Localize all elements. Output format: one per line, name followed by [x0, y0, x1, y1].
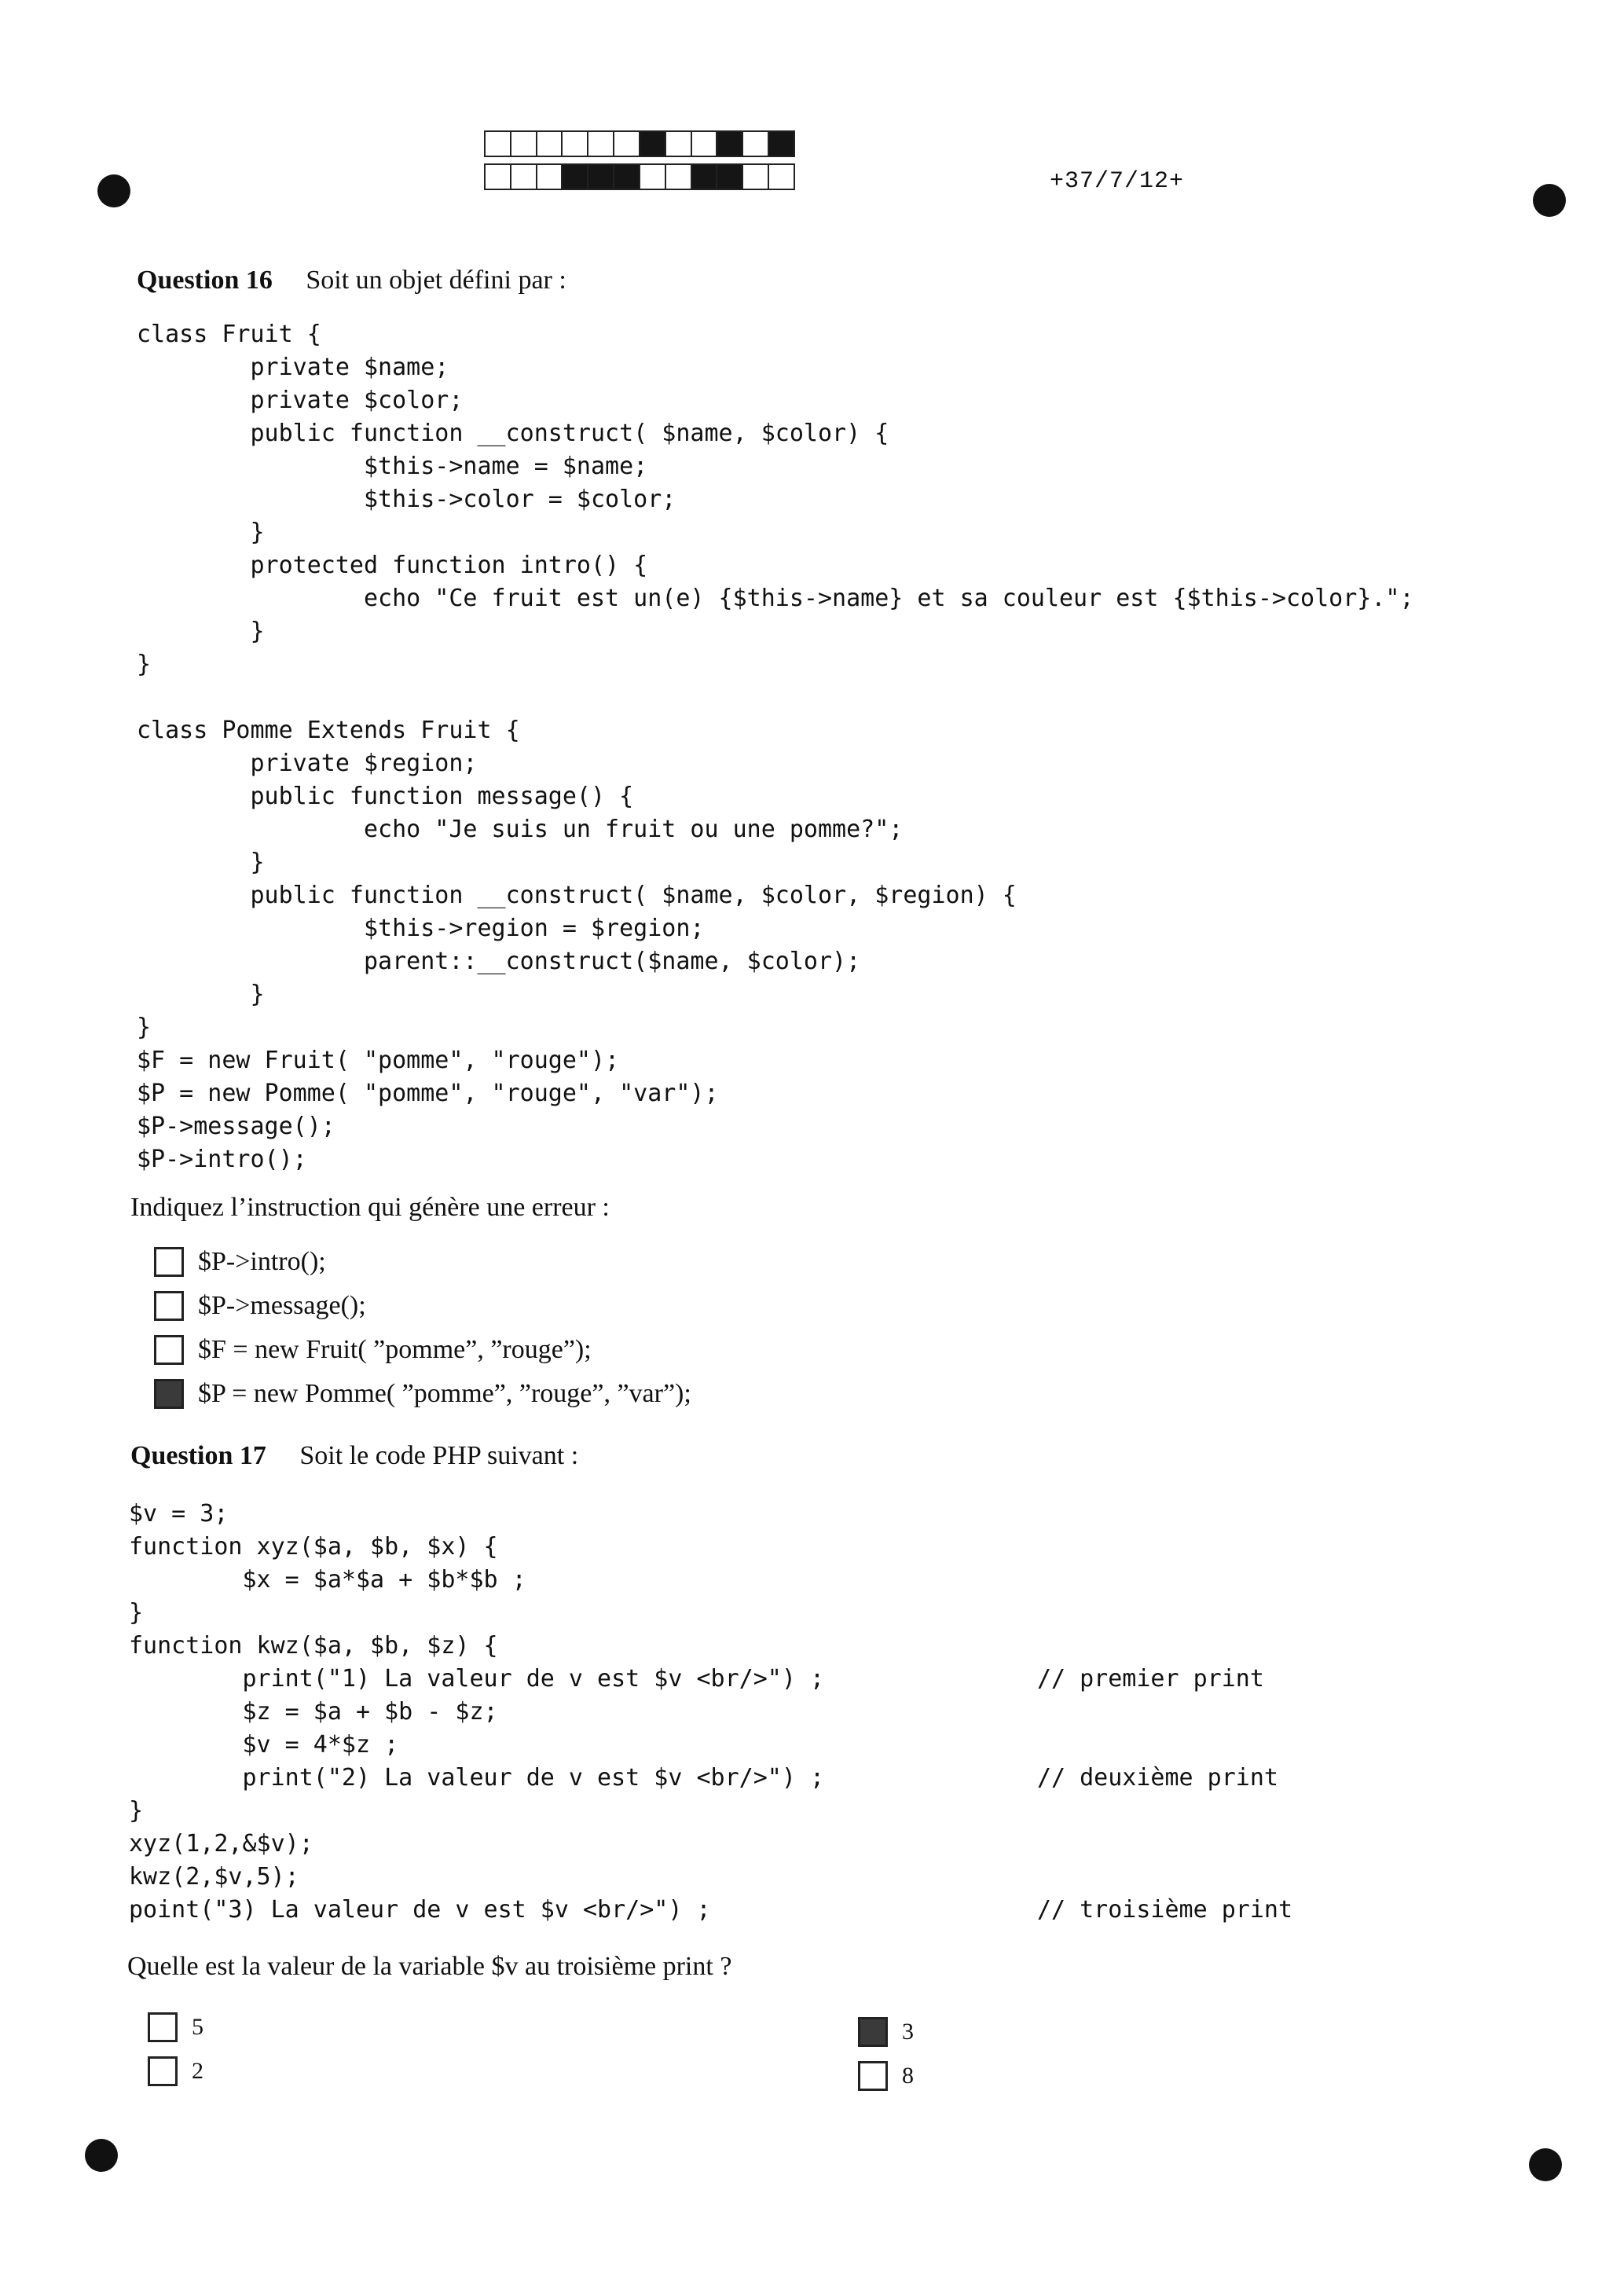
code-line: $z = $a + $b - $z; [129, 1698, 498, 1726]
checkbox[interactable] [148, 2012, 178, 2042]
question-number: Question 17 [130, 1441, 266, 1470]
code-line: public function __construct( $name, $color) { [137, 420, 889, 447]
code-line: } [137, 651, 152, 678]
code-line: echo "Ce fruit est un(e) {$this->name} et sa couleur est {$this->color}."; [137, 585, 1414, 612]
code-line: point("3) La valeur de v est $v <br/>") ; // troisième print [129, 1896, 1293, 1924]
code-line: public function __construct( $name, $color, $region) { [137, 882, 1017, 909]
code-line: $P = new Pomme( "pomme", "rouge", "var"); [137, 1080, 719, 1107]
question-intro: Soit le code PHP suivant : [299, 1441, 579, 1470]
code-line: $x = $a*$a + $b*$b ; [129, 1566, 526, 1594]
answer-option[interactable] [154, 1240, 691, 1284]
barcode-cell [486, 165, 511, 189]
answer-option[interactable] [148, 2049, 203, 2093]
barcode-cell [588, 165, 614, 189]
code-line: xyz(1,2,&$v); [129, 1830, 313, 1858]
answer-option[interactable] [154, 1328, 691, 1372]
barcode-cell [666, 165, 692, 189]
page-barcode [484, 130, 795, 190]
q17-prompt: Quelle est la valeur de la variable $v au troisième print ? [127, 1952, 732, 1981]
barcode-cell [743, 165, 769, 189]
barcode-cell [511, 132, 537, 156]
barcode-row [484, 163, 795, 190]
answer-label: 3 [902, 2019, 914, 2045]
answer-option[interactable] [858, 2054, 914, 2098]
registration-mark-top-left [97, 174, 130, 207]
code-line: $v = 4*$z ; [129, 1731, 399, 1759]
answer-option[interactable] [154, 1372, 691, 1416]
barcode-cell [563, 132, 588, 156]
checkbox[interactable] [858, 2061, 888, 2091]
barcode-cell [537, 165, 563, 189]
barcode-cell [588, 132, 614, 156]
barcode-row [484, 130, 795, 157]
barcode-cell [486, 132, 511, 156]
question-intro: Soit un objet défini par : [306, 266, 566, 295]
answer-label: $P->intro(); [198, 1247, 326, 1276]
barcode-cell [769, 165, 794, 189]
code-line: class Fruit { [137, 321, 321, 348]
code-line: function xyz($a, $b, $x) { [129, 1533, 498, 1561]
answer-option[interactable] [148, 2005, 203, 2049]
answer-label: 5 [192, 2014, 203, 2040]
q16-code-block [137, 318, 1414, 1176]
barcode-cell [537, 132, 563, 156]
code-line: } [137, 981, 265, 1008]
code-line: $v = 3; [129, 1500, 229, 1528]
answer-option[interactable] [858, 2010, 914, 2054]
answer-label: $F = new Fruit( ”pomme”, ”rouge”); [198, 1335, 592, 1364]
checkbox[interactable] [148, 2056, 178, 2086]
barcode-cell [769, 132, 794, 156]
code-line: $P->message(); [137, 1113, 335, 1140]
answer-label: 2 [192, 2058, 203, 2084]
checked-checkbox[interactable] [858, 2017, 888, 2047]
barcode-cell [614, 165, 640, 189]
code-line: print("1) La valeur de v est $v <br/>") ; // premier print [129, 1665, 1264, 1693]
answer-label: 8 [902, 2063, 914, 2089]
code-line: } [129, 1797, 144, 1825]
code-line: class Pomme Extends Fruit { [137, 717, 520, 744]
barcode-cell [743, 132, 769, 156]
code-line: print("2) La valeur de v est $v <br/>") ; // deuxième print [129, 1764, 1278, 1792]
code-line: $this->region = $region; [137, 915, 705, 942]
answer-option[interactable] [154, 1284, 691, 1328]
checkbox[interactable] [154, 1335, 184, 1365]
answer-label: $P->message(); [198, 1291, 366, 1320]
registration-mark-bottom-right [1529, 2148, 1562, 2181]
code-line: public function message() { [137, 783, 634, 810]
question-16-header [137, 266, 566, 295]
code-line: } [137, 519, 265, 546]
code-line: private $color; [137, 387, 464, 414]
code-line [137, 681, 1414, 714]
code-line: private $name; [137, 354, 449, 381]
code-line: echo "Je suis un fruit ou une pomme?"; [137, 816, 904, 843]
code-line: private $region; [137, 750, 478, 777]
barcode-cell [666, 132, 692, 156]
q17-answer-list-right [858, 2010, 914, 2098]
code-line: protected function intro() { [137, 552, 648, 579]
checkbox[interactable] [154, 1247, 184, 1277]
barcode-cell [717, 165, 743, 189]
q17-code-block [129, 1498, 1292, 1927]
answer-label: $P = new Pomme( ”pomme”, ”rouge”, ”var”); [198, 1379, 691, 1408]
question-17-header [130, 1441, 578, 1471]
q16-prompt: Indiquez l’instruction qui génère une erreur : [130, 1193, 610, 1222]
code-line: $P->intro(); [137, 1146, 307, 1173]
registration-mark-top-right [1533, 184, 1566, 217]
code-line: kwz(2,$v,5); [129, 1863, 299, 1891]
code-line: function kwz($a, $b, $z) { [129, 1632, 498, 1660]
barcode-cell [511, 165, 537, 189]
q17-answer-list-left [148, 2005, 203, 2093]
barcode-cell [640, 165, 666, 189]
barcode-cell [614, 132, 640, 156]
barcode-cell [692, 132, 718, 156]
code-line: } [137, 618, 265, 645]
code-line: $this->name = $name; [137, 453, 648, 480]
code-line: $F = new Fruit( "pomme", "rouge"); [137, 1047, 620, 1074]
checked-checkbox[interactable] [154, 1379, 184, 1409]
code-line: } [137, 849, 265, 876]
code-line: } [137, 1014, 152, 1041]
code-line: $this->color = $color; [137, 486, 676, 513]
barcode-cell [717, 132, 743, 156]
checkbox[interactable] [154, 1291, 184, 1321]
q16-answer-list [154, 1240, 691, 1416]
page-code: +37/7/12+ [1050, 168, 1185, 195]
code-line: parent::__construct($name, $color); [137, 948, 861, 975]
barcode-cell [563, 165, 588, 189]
question-number: Question 16 [137, 266, 273, 295]
barcode-cell [640, 132, 666, 156]
code-line: } [129, 1599, 144, 1627]
registration-mark-bottom-left [85, 2139, 118, 2172]
barcode-cell [692, 165, 718, 189]
